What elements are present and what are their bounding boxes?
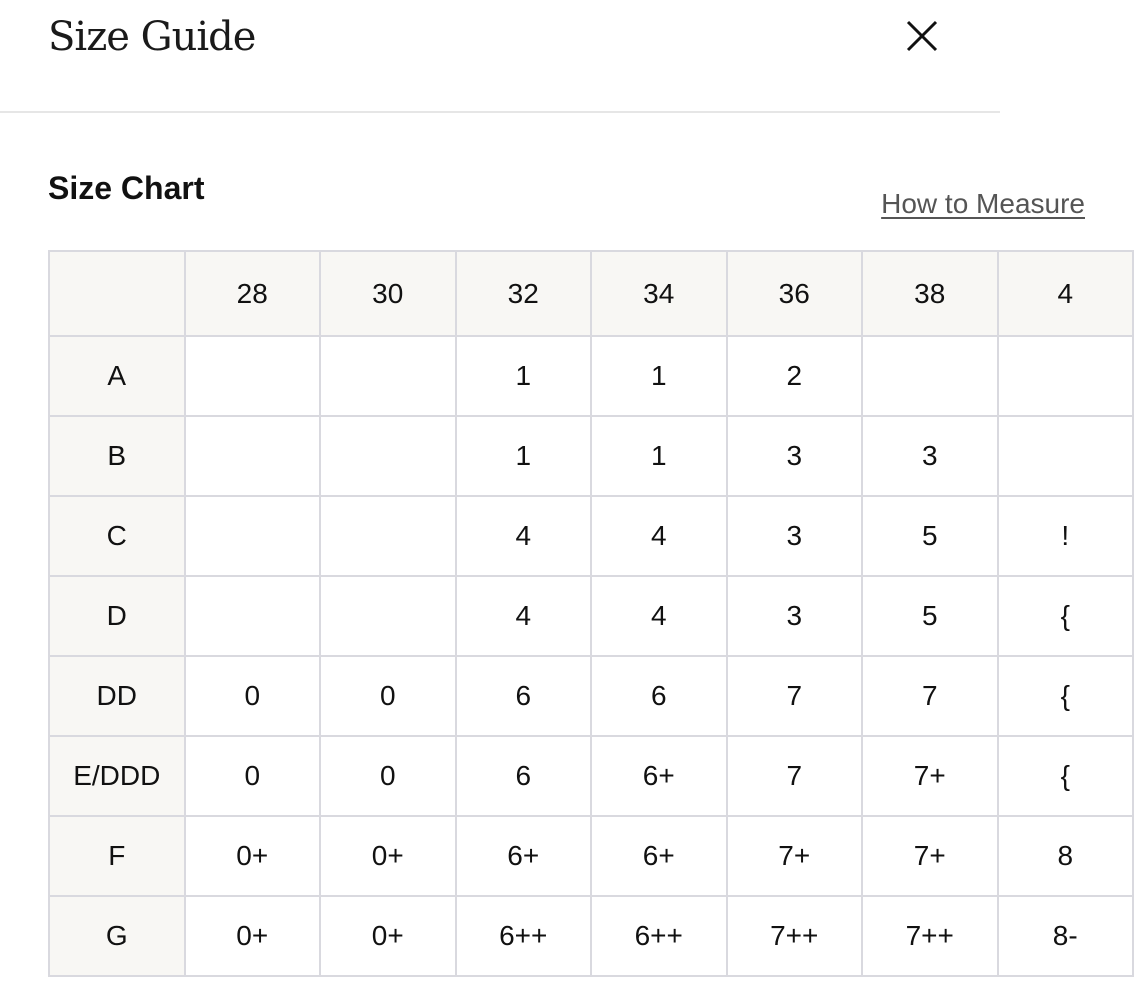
column-header: 38 xyxy=(862,251,998,336)
table-row xyxy=(49,496,1133,576)
table-cell: 0+ xyxy=(320,896,456,976)
size-chart-heading: Size Chart xyxy=(48,170,205,206)
table-cell: 6 xyxy=(456,656,592,736)
table-cell: 7+ xyxy=(727,816,863,896)
table-cell xyxy=(185,416,321,496)
table-cell: { xyxy=(998,656,1134,736)
table-cell: 4 xyxy=(456,576,592,656)
row-header: D xyxy=(49,576,185,656)
table-cell: 0 xyxy=(185,656,321,736)
table-cell: 3 xyxy=(727,576,863,656)
how-to-measure-link[interactable]: How to Measure xyxy=(881,188,1085,219)
table-row xyxy=(49,736,1133,816)
table-row xyxy=(49,816,1133,896)
table-cell xyxy=(998,416,1134,496)
table-cell: 1 xyxy=(591,416,727,496)
row-header: A xyxy=(49,336,185,416)
table-cell xyxy=(320,336,456,416)
table-cell: 4 xyxy=(456,496,592,576)
table-cell xyxy=(862,336,998,416)
table-cell xyxy=(185,336,321,416)
close-icon[interactable] xyxy=(898,12,946,60)
table-cell: 0 xyxy=(320,656,456,736)
table-cell: 8 xyxy=(998,816,1134,896)
table-cell: 3 xyxy=(727,416,863,496)
table-body xyxy=(49,336,1133,976)
table-cell: 0 xyxy=(320,736,456,816)
table-header-row xyxy=(49,251,1133,336)
table-cell: 6++ xyxy=(591,896,727,976)
table-row xyxy=(49,656,1133,736)
table-cell: 6 xyxy=(456,736,592,816)
table-cell xyxy=(320,496,456,576)
table-cell: 1 xyxy=(591,336,727,416)
table-cell: 7 xyxy=(862,656,998,736)
table-cell: 3 xyxy=(862,416,998,496)
size-table xyxy=(48,250,1134,977)
table-cell: 0 xyxy=(185,736,321,816)
table-cell: 6++ xyxy=(456,896,592,976)
table-cell xyxy=(320,576,456,656)
table-cell: 5 xyxy=(862,576,998,656)
table-cell: 3 xyxy=(727,496,863,576)
table-cell: 6+ xyxy=(591,736,727,816)
table-cell: 7+ xyxy=(862,816,998,896)
table-cell xyxy=(998,336,1134,416)
row-header: C xyxy=(49,496,185,576)
table-cell: 6 xyxy=(591,656,727,736)
table-cell: 1 xyxy=(456,336,592,416)
row-header: F xyxy=(49,816,185,896)
table-cell: 8- xyxy=(998,896,1134,976)
table-cell xyxy=(185,496,321,576)
modal-title: Size Guide xyxy=(48,14,256,60)
table-row xyxy=(49,416,1133,496)
table-cell: 7+ xyxy=(862,736,998,816)
table-row xyxy=(49,576,1133,656)
table-cell: { xyxy=(998,576,1134,656)
table-cell xyxy=(185,576,321,656)
table-cell: 0+ xyxy=(185,816,321,896)
table-cell: 7 xyxy=(727,736,863,816)
table-cell: 7++ xyxy=(727,896,863,976)
table-corner-cell xyxy=(49,251,185,336)
row-header: B xyxy=(49,416,185,496)
table-cell: 7 xyxy=(727,656,863,736)
table-cell: 1 xyxy=(456,416,592,496)
close-button[interactable] xyxy=(898,12,946,60)
table-cell: 5 xyxy=(862,496,998,576)
row-header: DD xyxy=(49,656,185,736)
table-cell: 4 xyxy=(591,576,727,656)
row-header: G xyxy=(49,896,185,976)
column-header: 32 xyxy=(456,251,592,336)
column-header: 34 xyxy=(591,251,727,336)
table-cell: 7++ xyxy=(862,896,998,976)
table-cell: 0+ xyxy=(320,816,456,896)
table-cell: { xyxy=(998,736,1134,816)
column-header: 36 xyxy=(727,251,863,336)
table-row xyxy=(49,896,1133,976)
table-cell: 0+ xyxy=(185,896,321,976)
table-cell: ! xyxy=(998,496,1134,576)
column-header: 28 xyxy=(185,251,321,336)
table-cell xyxy=(320,416,456,496)
size-table-scroll[interactable] xyxy=(48,250,1078,976)
column-header: 4 xyxy=(998,251,1134,336)
column-header: 30 xyxy=(320,251,456,336)
table-cell: 6+ xyxy=(591,816,727,896)
table-cell: 6+ xyxy=(456,816,592,896)
row-header: E/DDD xyxy=(49,736,185,816)
table-row xyxy=(49,336,1133,416)
modal-header xyxy=(0,0,1000,113)
table-cell: 4 xyxy=(591,496,727,576)
table-cell: 2 xyxy=(727,336,863,416)
